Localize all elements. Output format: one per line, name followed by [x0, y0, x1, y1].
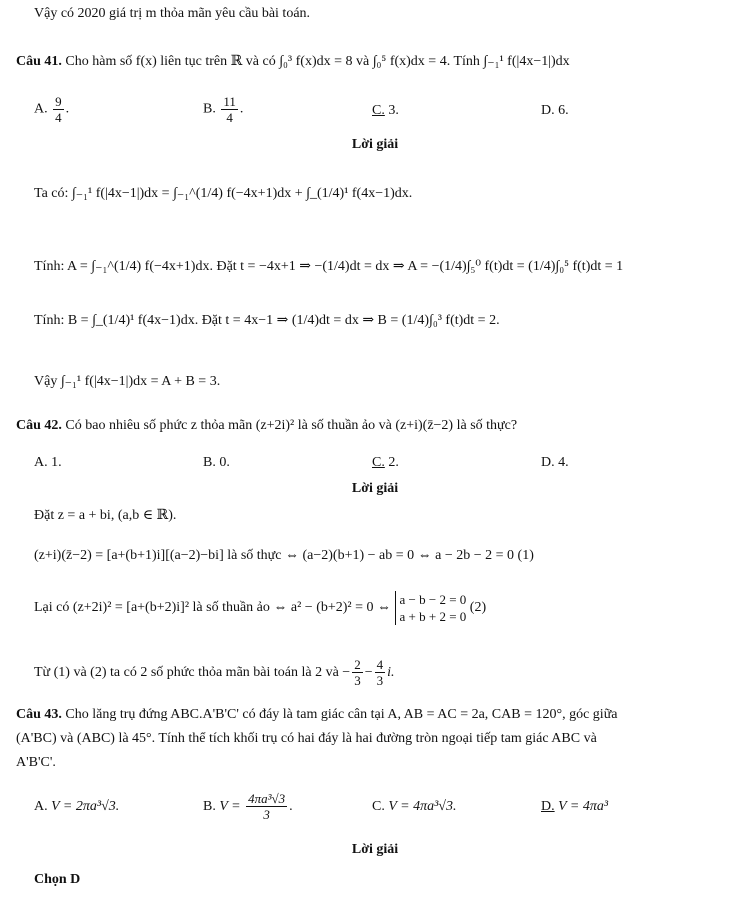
q43-option-d[interactable]: D. V = 4πa³	[541, 799, 609, 814]
q42-step-4: Từ (1) và (2) ta có 2 số phức thỏa mãn bài toán là 2 và − $\frac{2}{3}$ − $\frac{4}{3}$ i.	[34, 657, 395, 689]
q41-option-d[interactable]: D. 6.	[541, 103, 569, 118]
q43-option-b[interactable]: B. V = $\frac{\text{4πa³√3}}{3}$ .	[203, 791, 293, 823]
q42-label: Câu 42.	[16, 418, 62, 433]
q42-fraction-1: $\frac{2}{3}$	[354, 657, 361, 689]
top-line: Vậy có 2020 giá trị m thỏa mãn yêu cầu bài toán.	[34, 6, 311, 21]
q42-step-1: Đặt z = a + bi, (a,b ∈ ℝ).	[34, 508, 177, 523]
q41-step-1: Ta có: ∫₋₁¹ f(|4x−1|)dx = ∫₋₁^(1/4) f(−4x+1)dx + ∫_(1/4)¹ f(4x−1)dx.	[34, 186, 413, 201]
q41-text: Cho hàm số f(x) liên tục trên ℝ và có ∫₀³ f(x)dx = 8 và ∫₀⁵ f(x)dx = 4. Tính ∫₋₁¹ f(|4x−1|)dx	[65, 54, 570, 69]
q42-option-a[interactable]: A. 1.	[34, 455, 62, 470]
q42-option-c[interactable]: C. 2.	[372, 455, 399, 470]
q43-solution-title: Lời giải	[351, 842, 399, 857]
q42-solution-title: Lời giải	[351, 481, 399, 496]
q41-option-b-fraction: $\frac{11}{4}$	[223, 94, 236, 125]
q41-option-a-fraction: $\frac{9}{4}$	[55, 94, 62, 125]
q41-option-a[interactable]: A. $\frac{9}{4}$ .	[34, 94, 70, 125]
q43-stem-line-1: Câu 43. Cho lăng trụ đứng ABC.A'B'C' có đáy là tam giác cân tại A, AB = AC = 2a, CAB = 120°, góc giữa	[16, 707, 618, 722]
q43-answer: Chọn D	[34, 872, 81, 887]
q43-option-b-fraction: $\frac{\text{4πa³√3}}{3}$	[248, 791, 286, 823]
q41-stem	[16, 53, 570, 71]
q42-option-b[interactable]: B. 0.	[203, 455, 230, 470]
q42-step-3: Lại có (z+2i)² = [a+(b+2)i]² là số thuần ảo ⇔ a² − (b+2)² = 0 ⇔ a − b − 2 = 0 a + b + 2 = 0 (2)	[34, 591, 487, 624]
q43-option-a[interactable]: A. V = 2πa³√3.	[34, 799, 120, 814]
q41-step-4: Vậy ∫₋₁¹ f(|4x−1|)dx = A + B = 3.	[34, 374, 221, 389]
q42-option-d[interactable]: D. 4.	[541, 455, 569, 470]
q41-step-3: Tính: B = ∫_(1/4)¹ f(4x−1)dx. Đặt t = 4x−1 ⇒ (1/4)dt = dx ⇒ B = (1/4)∫₀³ f(t)dt = 2.	[34, 313, 500, 328]
q41-solution-title: Lời giải	[351, 137, 399, 152]
q41-option-b[interactable]: B. $\frac{11}{4}$ .	[203, 94, 244, 125]
q41-option-c[interactable]: C. 3.	[372, 103, 399, 118]
q43-stem-line-2: (A'BC) và (ABC) là 45°. Tính thể tích khối trụ có hai đáy là hai đường tròn ngoại tiếp tam giác ABC và	[16, 731, 597, 746]
q41-label: Câu 41.	[16, 54, 62, 69]
q43-option-c[interactable]: C. V = 4πa³√3.	[372, 799, 457, 814]
q43-stem-line-3: A'B'C'.	[16, 755, 56, 770]
q42-text: Có bao nhiêu số phức z thỏa mãn (z+2i)² là số thuần ảo và (z+i)(z̄−2) là số thực?	[65, 418, 518, 433]
q42-stem	[16, 417, 517, 435]
q42-system-of-equations: a − b − 2 = 0 a + b + 2 = 0	[395, 591, 467, 625]
q42-step-2: (z+i)(z̄−2) = [a+(b+1)i][(a−2)−bi] là số thực ⇔ (a−2)(b+1) − ab = 0 ⇔ a − 2b − 2 = 0 (1)	[34, 548, 534, 563]
q42-fraction-2: $\frac{4}{3}$	[376, 657, 384, 689]
q41-step-2: Tính: A = ∫₋₁^(1/4) f(−4x+1)dx. Đặt t = −4x+1 ⇒ −(1/4)dt = dx ⇒ A = −(1/4)∫₅⁰ f(t)dt = (1/4)∫₀⁵ f(t)dt = 1	[34, 259, 624, 274]
q43-label: Câu 43.	[16, 707, 62, 722]
